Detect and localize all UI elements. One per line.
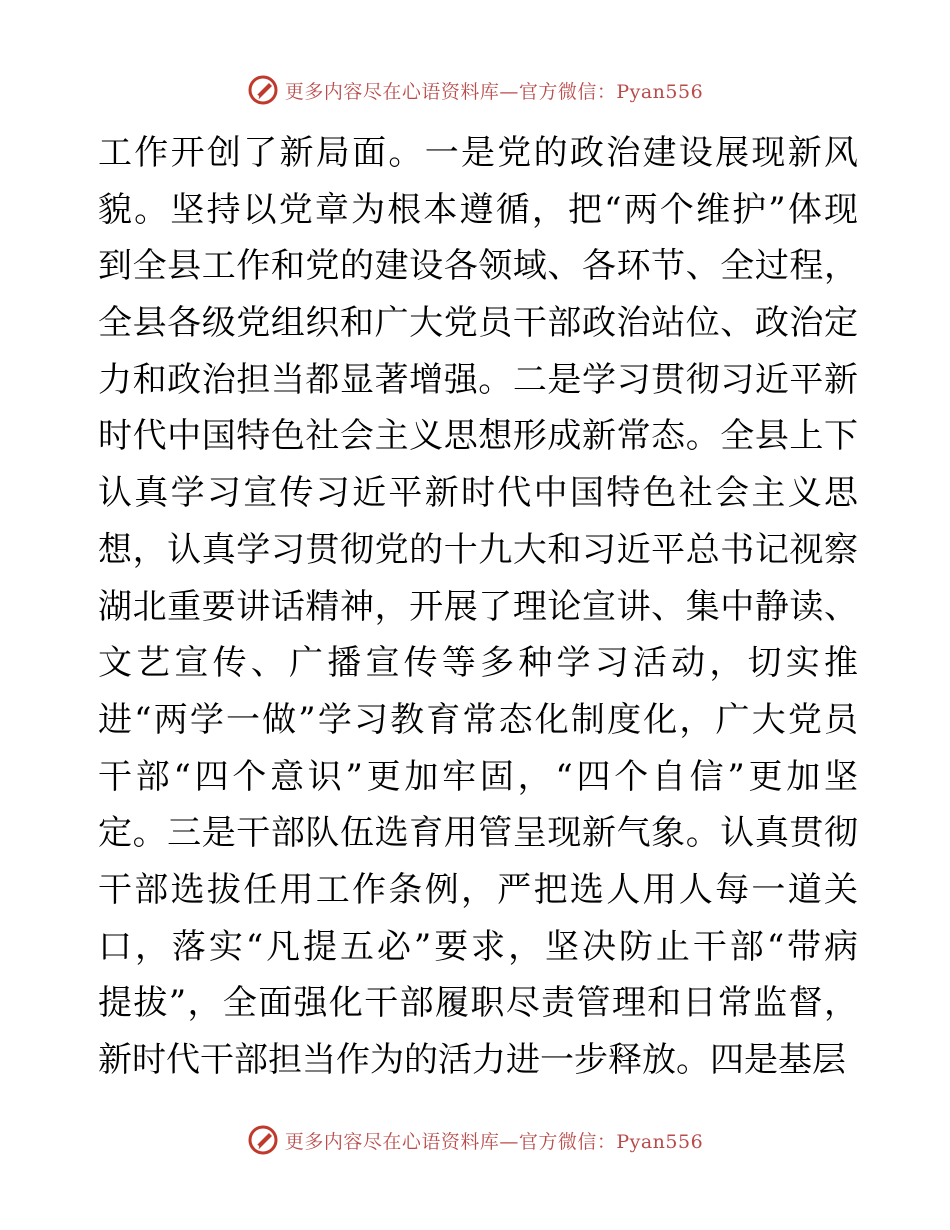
text-line: 湖北重要讲话精神，开展了理论宣讲、集中静读、 — [98, 586, 858, 627]
text-line: 到全县工作和党的建设各领域、各环节、全过程， — [98, 246, 858, 287]
text-line: 想，认真学习贯彻党的十九大和习近平总书记视察 — [98, 529, 858, 570]
pen-seal-icon — [247, 1124, 279, 1156]
header-banner — [0, 70, 950, 110]
text-line: 力和政治担当都显著增强。二是学习贯彻习近平新 — [98, 359, 858, 400]
text-line: 新时代干部担当作为的活力进一步释放。四是基层 — [98, 1040, 846, 1080]
text-line: 定。三是干部队伍选育用管呈现新气象。认真贯彻 — [98, 813, 858, 854]
header-banner-text: 更多内容尽在心语资料库—官方微信：Pyan556 — [284, 80, 704, 103]
footer-banner — [0, 1120, 950, 1160]
text-line: 认真学习宣传习近平新时代中国特色社会主义思 — [98, 473, 858, 514]
text-line: 貌。坚持以党章为根本遵循，把“两个维护”体现 — [98, 189, 858, 230]
text-line: 工作开创了新局面。一是党的政治建设展现新风 — [98, 133, 858, 173]
text-line: 进“两学一做”学习教育常态化制度化，广大党员 — [98, 699, 858, 740]
text-line: 文艺宣传、广播宣传等多种学习活动，切实推 — [98, 643, 858, 684]
text-line: 时代中国特色社会主义思想形成新常态。全县上下 — [98, 416, 858, 457]
footer-banner-text: 更多内容尽在心语资料库—官方微信：Pyan556 — [284, 1130, 704, 1153]
text-line: 口，落实“凡提五必”要求，坚决防止干部“带病 — [98, 926, 858, 967]
text-line: 干部选拔任用工作条例，严把选人用人每一道关 — [98, 869, 858, 910]
text-line: 干部“四个意识”更加牢固，“四个自信”更加坚 — [98, 756, 858, 797]
text-line: 提拔”，全面强化干部履职尽责管理和日常监督， — [98, 983, 858, 1024]
document-body — [98, 125, 858, 1089]
pen-seal-icon — [247, 74, 279, 106]
text-line: 全县各级党组织和广大党员干部政治站位、政治定 — [98, 303, 858, 344]
